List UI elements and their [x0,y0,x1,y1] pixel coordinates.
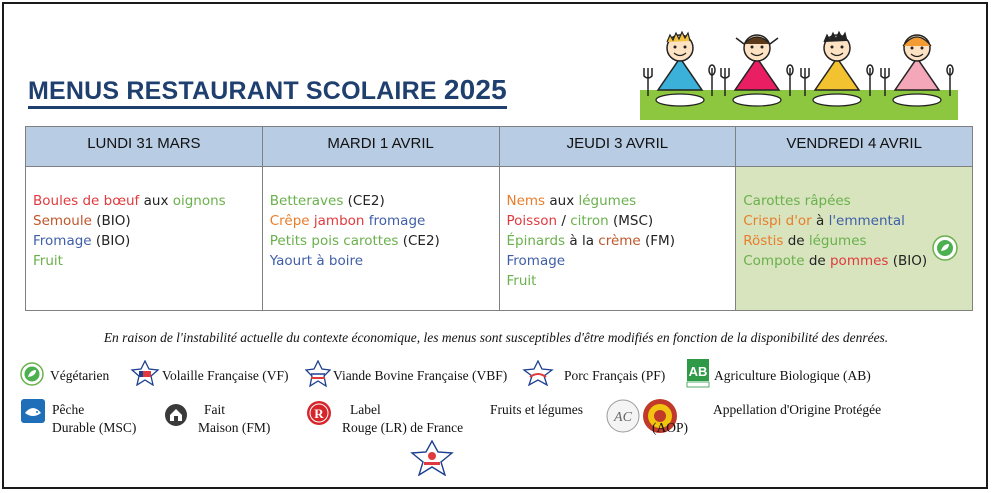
legend-bio: Agriculture Biologique (AB) [714,368,871,383]
legend-fait-2: Maison (FM) [198,420,271,435]
menu-item [270,231,499,251]
child-1 [658,32,702,90]
menu-item-part: Petits pois carottes [269,233,403,249]
legend-bovine: Viande Bovine Française (VBF) [333,368,508,383]
ab-organic-logo-icon [686,358,710,388]
menu-item-part: aux [143,193,173,209]
menu-item-part: (MSC) [613,213,654,229]
menu-item-part: fromage [368,213,426,229]
homemade-logo-icon [164,403,188,427]
menu-item-part: / [561,213,571,229]
child-2 [735,35,779,90]
menu-item-part: Fruit [33,253,63,269]
legend-porc: Porc Français (PF) [564,368,666,383]
menu-items [270,191,499,271]
svg-text:R: R [314,406,324,421]
menu-items [507,191,736,291]
french-beef-logo-icon [305,360,331,388]
menu-item [507,271,736,291]
menu-cell-friday [736,167,973,311]
legend-peche-1: Pêche [52,402,85,417]
menu-item-part: l'emmental [828,213,905,229]
menu-cell-monday [26,167,263,311]
menu-row [26,167,973,311]
menu-cell-thursday [499,167,736,311]
title-text: MENUS RESTAURANT SCOLAIRE [28,77,444,105]
menu-item-part: (CE2) [347,193,385,209]
menu-item-part: Fruit [506,273,537,289]
menu-item-part: Nems [506,193,550,209]
menu-item-part: (BIO) [95,233,131,249]
menu-item-part: Crispi d'or [743,213,817,229]
menu-item [507,191,736,211]
menu-item [33,191,262,211]
day-header-monday: LUNDI 31 MARS [26,127,263,167]
page-title [28,76,507,109]
menu-item [743,211,972,231]
weekly-menu-table [25,126,973,311]
menu-item [270,251,499,271]
day-header-thursday: JEUDI 3 AVRIL [499,127,736,167]
vegetarian-badge-icon [932,235,958,261]
menu-item-part: Fromage [33,233,96,249]
menu-item-part: Compote [743,253,809,269]
availability-notice: En raison de l'instabilité actuelle du contexte économique, les menus sont susceptibles d'être modifiés en fonction de la disponibilité des denrées. [103,330,889,345]
day-header-tuesday: MARDI 1 AVRIL [262,127,499,167]
child-4 [895,35,939,90]
title-year: 2025 [443,74,507,105]
menu-item-part: Fromage [506,253,566,269]
menu-item-part: légumes [578,193,637,209]
legend-aop-2: (AOP) [652,420,688,435]
menu-item-part: (BIO) [96,213,131,229]
menu-items [33,191,262,271]
menu-item-part: oignons [172,193,226,209]
menu-item-part: Semoule [33,213,97,229]
menu-item-part: de [808,253,830,269]
menu-item [743,191,972,211]
legend-fruits: Fruits et légumes [490,402,583,417]
green-leaf-badge-icon [20,362,44,386]
svg-text:AB: AB [688,364,708,379]
menu-item-part: crème [598,233,646,249]
menu-item-part: Poisson [506,213,562,229]
french-pork-logo-icon [522,360,554,386]
menu-item-part: Crêpe [269,213,314,229]
menu-item-part: légumes [808,233,867,249]
aoc-seal-icon [606,398,640,434]
menu-item [33,231,262,251]
svg-text:AC: AC [614,410,632,425]
menu-item [270,211,499,231]
children-at-table-illustration [640,28,958,120]
legend-label-2: Rouge (LR) de France [342,420,464,435]
menu-item-part: Röstis [743,233,788,249]
menu-item [270,191,499,211]
menu-item [33,251,262,271]
day-header-row [26,127,973,167]
menu-item-part: Betteraves [269,193,348,209]
menu-item-part: à [816,213,829,229]
menu-item-part: (CE2) [402,233,440,249]
legend-fait-1: Fait [204,402,226,417]
menu-item [507,211,736,231]
menu-item-part: Boules de bœuf [33,193,144,209]
msc-fish-logo-icon [20,398,46,424]
menu-item-part: pommes [829,253,893,269]
menu-item-part: (FM) [645,233,675,249]
french-poultry-logo-icon [130,360,160,386]
menu-item [507,231,736,251]
menu-item-part: à la [569,233,599,249]
legend-vegetarien: Végétarien [50,368,110,383]
french-fruits-vegetables-logo-icon [410,440,454,476]
child-3 [815,32,859,90]
menu-item-part: Carottes râpées [743,193,851,209]
menu-item-part: jambon [313,213,369,229]
menu-item-part: Épinards [506,233,570,249]
legend-peche-2: Durable (MSC) [52,420,137,435]
label-rouge-logo-icon [306,400,332,426]
menu-item [33,211,262,231]
menu-cell-tuesday [262,167,499,311]
menu-item-part: de [787,233,809,249]
legend-aop-1: Appellation d'Origine Protégée [713,402,882,417]
menu-item-part: Yaourt à boire [269,253,364,269]
legend-label-1: Label [350,402,381,417]
menu-item [507,251,736,271]
menu-item-part: (BIO) [892,253,928,269]
menu-item-part: citron [570,213,614,229]
day-header-friday: VENDREDI 4 AVRIL [736,127,973,167]
legend-volaille: Volaille Française (VF) [162,368,289,383]
menu-item-part: aux [549,193,579,209]
